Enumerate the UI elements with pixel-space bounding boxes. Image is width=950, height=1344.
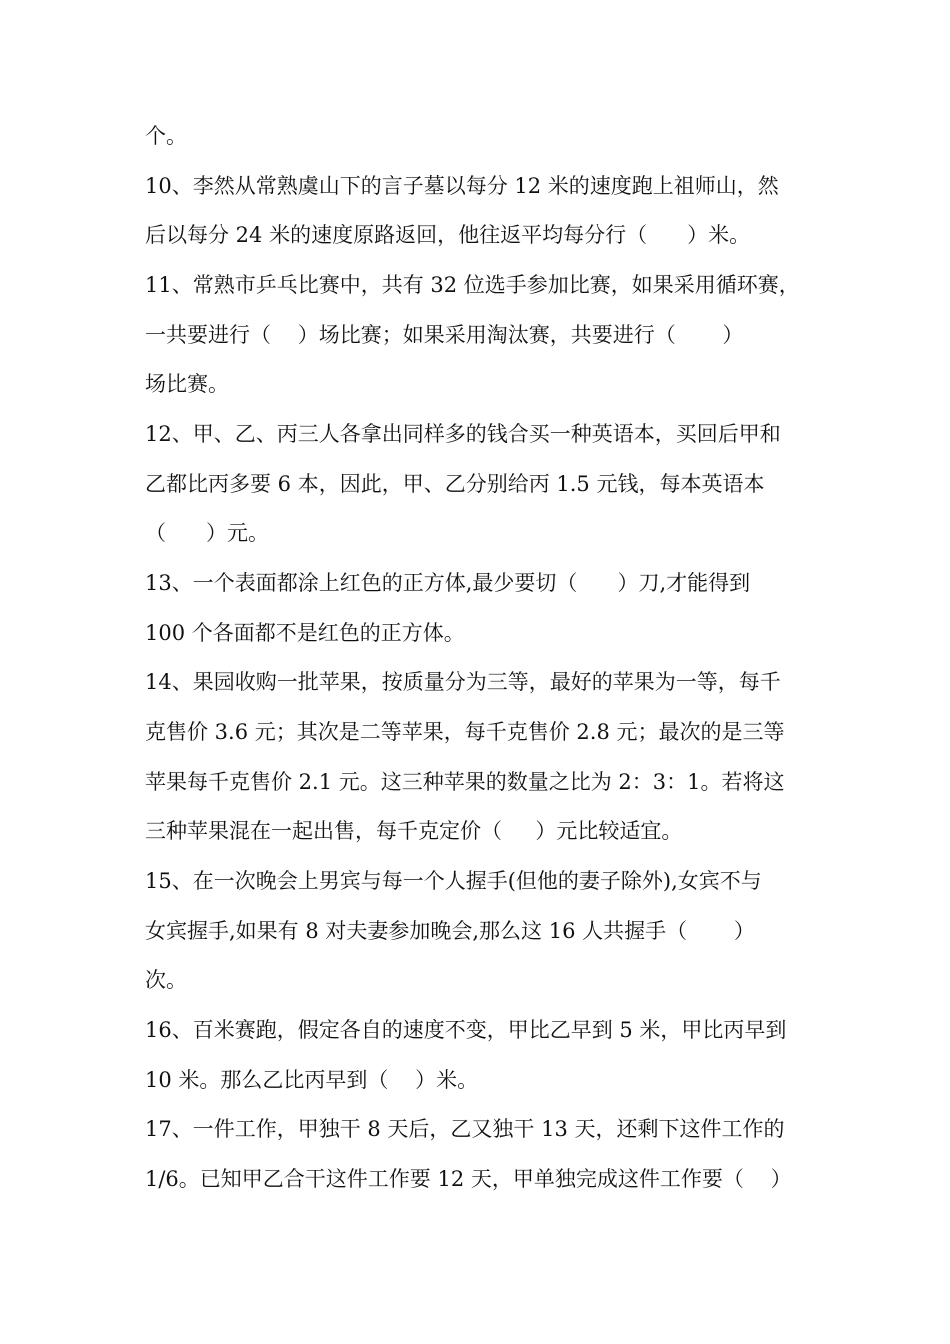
question-15-line-2: 女宾握手,如果有 8 对夫妻参加晚会,那么这 16 人共握手（ ） — [145, 919, 755, 943]
question-15-line-1: 15、在一次晚会上男宾与每一个人握手(但他的妻子除外),女宾不与 — [145, 869, 762, 893]
question-10-line-2: 后以每分 24 米的速度原路返回，他往返平均每分行（ ）米。 — [145, 223, 751, 247]
question-11-line-1: 11、常熟市乒乓比赛中，共有 32 位选手参加比赛，如果采用循环赛， — [145, 273, 800, 297]
question-14-line-1: 14、果园收购一批苹果，按质量分为三等，最好的苹果为一等，每千 — [145, 670, 781, 694]
question-12-line-3: （ ）元。 — [145, 521, 270, 545]
question-16-line-2: 10 米。那么乙比丙早到（ ）米。 — [145, 1068, 479, 1092]
question-14-line-2: 克售价 3.6 元；其次是二等苹果，每千克售价 2.8 元；最次的是三等 — [145, 720, 785, 744]
question-14-line-4: 三种苹果混在一起出售，每千克定价（ ）元比较适宜。 — [145, 819, 683, 843]
question-17-line-2: 1/6。已知甲乙合干这件工作要 12 天，甲单独完成这件工作要（ ） — [145, 1167, 792, 1191]
question-11-line-3: 场比赛。 — [145, 372, 229, 396]
question-12-line-1: 12、甲、乙、丙三人各拿出同样多的钱合买一种英语本，买回后甲和 — [145, 422, 781, 446]
question-14-line-3: 苹果每千克售价 2.1 元。这三种苹果的数量之比为 2：3：1。若将这 — [145, 770, 785, 794]
question-11-line-2: 一共要进行（ ）场比赛；如果采用淘汰赛，共要进行（ ） — [145, 323, 744, 347]
text-line-1: 个。 — [145, 124, 187, 148]
question-10-line-1: 10、李然从常熟虞山下的言子墓以每分 12 米的速度跑上祖师山，然 — [145, 174, 779, 198]
question-15-line-3: 次。 — [145, 968, 187, 992]
question-17-line-1: 17、一件工作，甲独干 8 天后，乙又独干 13 天，还剩下这件工作的 — [145, 1117, 785, 1141]
question-13-line-2: 100 个各面都不是红色的正方体。 — [145, 621, 465, 645]
question-16-line-1: 16、百米赛跑，假定各自的速度不变，甲比乙早到 5 米，甲比丙早到 — [145, 1018, 787, 1042]
question-13-line-1: 13、一个表面都涂上红色的正方体,最少要切（ ）刀,才能得到 — [145, 571, 751, 595]
question-12-line-2: 乙都比丙多要 6 本，因此，甲、乙分别给丙 1.5 元钱，每本英语本 — [145, 472, 765, 496]
